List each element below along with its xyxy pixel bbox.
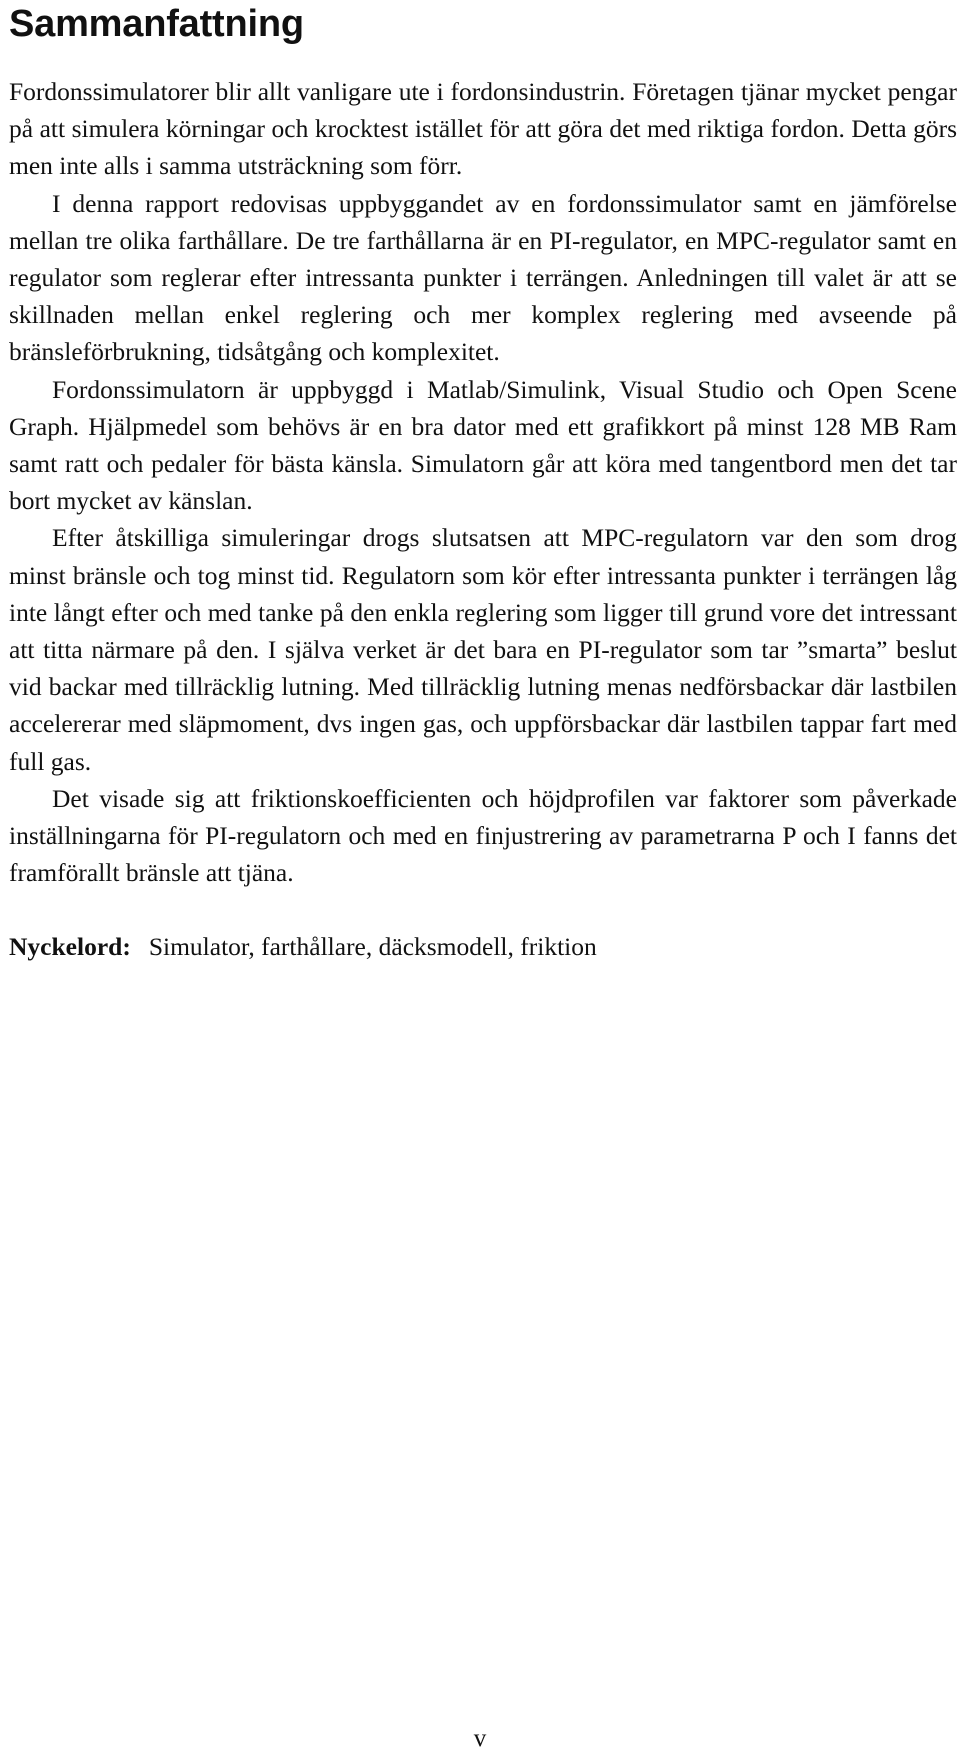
paragraph-4: Efter åtskilliga simuleringar drogs slutsatsen att MPC-regulatorn var den som drog minst bränsle och tog minst tid. Regulatorn som kör efter intressanta punkter i terrängen låg inte långt efter och med tanke på den enkla reglering som ligger till grund vore det intressant att titta närmare på den. I själva verket är det bara en PI-regulator som tar ”smarta” beslut vid backar med tillräcklig lutning. Med tillräcklig lutning menas nedförsbackar där lastbilen accelererar med släpmoment, dvs ingen gas, och uppförsbackar där lastbilen tappar fart med full gas.	[9, 523, 957, 776]
keywords-label: Nyckelord:	[9, 932, 131, 962]
paragraph-1: Fordonssimulatorer blir allt vanligare ute i fordonsindustrin. Företagen tjänar mycket pengar på att simulera körningar och krocktest istället för att göra det med riktiga fordon. Detta görs men inte alls i samma utsträckning som förr.	[9, 77, 957, 181]
abstract-body	[9, 73, 957, 891]
paragraph-2: I denna rapport redovisas uppbyggandet av en fordonssimulator samt en jämförelse mellan tre olika farthållare. De tre farthållarna är en PI-regulator, en MPC-regulator samt en regulator som reglerar efter intressanta punkter i terrängen. Anledningen till valet är att se skillnaden mellan enkel reglering och mer komplex reglering med avseende på bränsleförbrukning, tidsåtgång och komplexitet.	[9, 188, 957, 367]
keywords-line	[9, 928, 957, 965]
page-title: Sammanfattning	[9, 3, 304, 45]
document-page	[9, 0, 957, 965]
paragraph-3: Fordonssimulatorn är uppbyggd i Matlab/Simulink, Visual Studio och Open Scene Graph. Hjälpmedel som behövs är en bra dator med ett grafikkort på minst 128 MB Ram samt ratt och pedaler för bästa känsla. Simulatorn går att köra med tangentbord men det tar bort mycket av känslan.	[9, 374, 957, 516]
paragraph-5: Det visade sig att friktionskoefficienten och höjdprofilen var faktorer som påverkade inställningarna för PI-regulatorn och med en finjustrering av parametrarna P och I fanns det framförallt bränsle att tjäna.	[9, 783, 957, 888]
page-number: v	[473, 1725, 487, 1752]
keywords-text: Simulator, farthållare, däcksmodell, friktion	[148, 932, 597, 962]
